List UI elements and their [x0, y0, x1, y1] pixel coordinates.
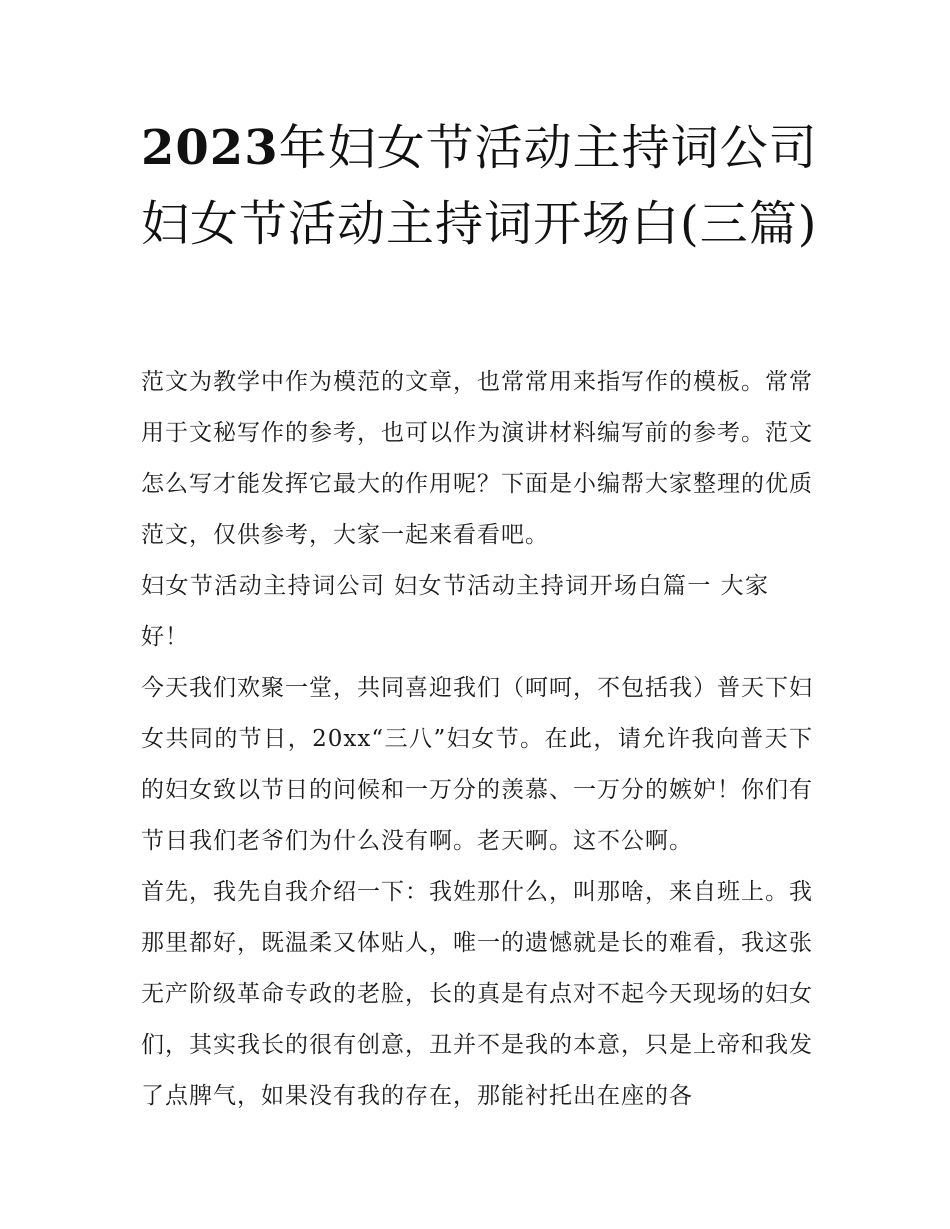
title-text: 年妇女节活动主持词公司妇女节活动主持词开场白(三篇): [141, 120, 818, 252]
section-heading-paragraph: 妇女节活动主持词公司 妇女节活动主持词开场白篇一 大家好！: [141, 573, 769, 650]
document-title: [141, 110, 821, 262]
self-introduction-paragraph: 首先，我先自我介绍一下：我姓那什么，叫那啥，来自班上。我那里都好，既温柔又体贴人，唯一的遗憾就是长的难看，我这张无产阶级革命专政的老脸，长的真是有点对不起今天现场的妇女们，其实我长的很有创意，丑并不是我的本意，只是上帝和我发了点脾气，如果没有我的存在，那能衬托出在座的各: [141, 879, 813, 1109]
document-body: [141, 357, 813, 1122]
intro-paragraph: 范文为教学中作为模范的文章，也常常用来指写作的模板。常常用于文秘写作的参考，也可以作为演讲材料编写前的参考。范文怎么写才能发挥它最大的作用呢？下面是小编帮大家整理的优质范文，仅供参考，大家一起来看看吧。: [141, 369, 813, 548]
title-year: 2023: [141, 120, 279, 176]
greeting-paragraph: 今天我们欢聚一堂，共同喜迎我们（呵呵，不包括我）普天下妇女共同的节日，20xx“三八”妇女节。在此，请允许我向普天下的妇女致以节日的问候和一万分的羡慕、一万分的嫉妒！你们有节日我们老爷们为什么没有啊。老天啊。这不公啊。: [141, 675, 813, 854]
